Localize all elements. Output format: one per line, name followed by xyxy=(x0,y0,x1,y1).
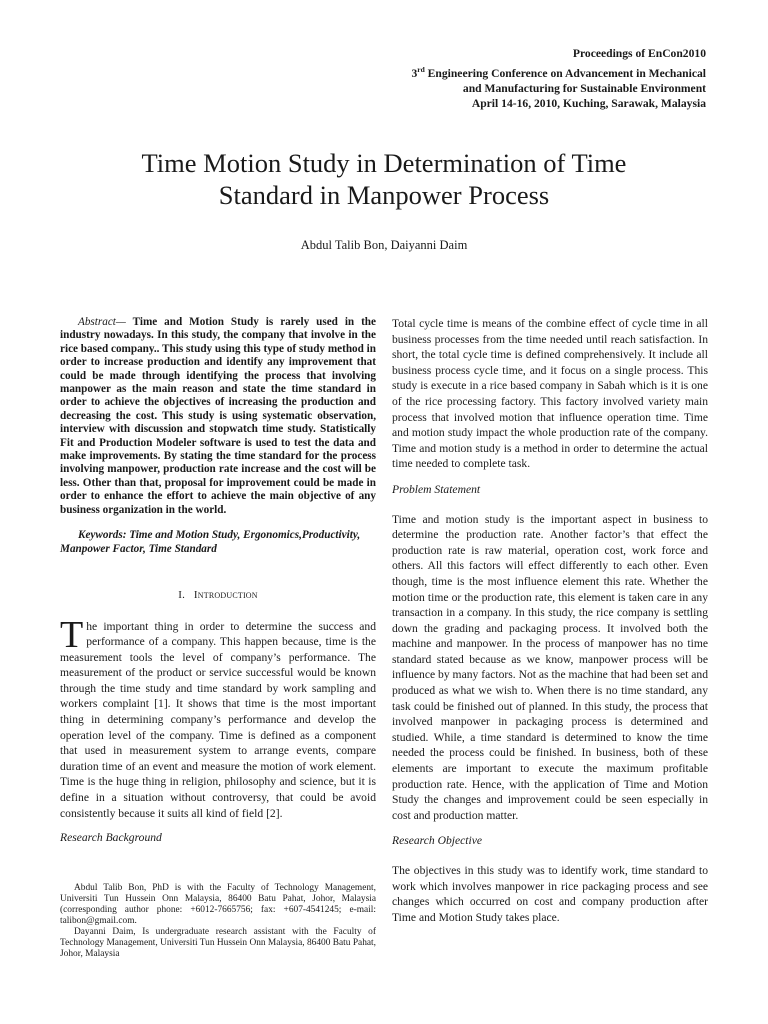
right-column xyxy=(392,316,708,925)
research-background-heading: Research Background xyxy=(60,831,162,845)
drop-cap: T xyxy=(60,613,84,656)
conference-date-location: April 14-16, 2010, Kuching, Sarawak, Malaysia xyxy=(471,97,706,111)
introduction-text: he important thing in order to determine the success and performance of a company. This happen because, time is the measurement tools the level of company’s performance. The measurement of the product or service successful would be known through the time study and time standard by work sampling and workers complaint [1]. It shows that time is the most important thing in determining company’s performance and develop the operation level of the company. Time is defined as a component that used in measurement system to arrange events, compare duration time of an event and measure the motion of work element. Time is the huge thing in religion, philosophy and science, but it is define in a situation without controversy, that could be avoid consistently because it suits all kind of field [2]. xyxy=(60,619,376,820)
abstract-text: Time and Motion Study is rarely used in the industry nowadays. In this study, the company that involve in the rice based company.. This study using this type of study method in order to increase production and identify any improvement that could be made through identifying the process that involving manpower as the main reason and state the time standard in order to achieve the objectives of increasing the production and decreasing the cost. This study is using systematic observation, interview with discussion and stopwatch time study. Statistically Fit and Production Modeler software is used to test the data and make improvements. By stating the time standard for the process involving manpower, production rate increase and the cost will be less. Other than that, proposal for improvement could be made in order to enhance the effort to achieve the main objective of any business organization in the world. xyxy=(60,316,376,516)
conference-ordinal-number: 3 xyxy=(411,66,418,80)
conference-ordinal-suffix: rd xyxy=(417,64,425,74)
problem-statement-heading: Problem Statement xyxy=(392,482,481,496)
paper-title-line-1: Time Motion Study in Determination of Time xyxy=(141,148,627,178)
conference-name-rest: Engineering Conference on Advancement in Mechanical xyxy=(424,66,706,80)
introduction-paragraph xyxy=(60,613,376,822)
conference-name xyxy=(411,62,706,81)
paper-title-line-2: Standard in Manpower Process xyxy=(218,180,550,210)
footnote-first-author: Abdul Talib Bon, PhD is with the Faculty of Technology Management, Universiti Tun Hussein Onn Malaysia, 86400 Batu Pahat, Johor, Malaysia (corresponding author phone: +6012-7665756; fax: +607-4541245; e-mail: talibon@gmail.com. xyxy=(60,883,376,926)
abstract xyxy=(60,316,376,517)
cycle-time-paragraph: Total cycle time is means of the combine effect of cycle time in all business processes from the time needed until reach satisfaction. In short, the total cycle time is defined comprehensively. It include all business process cycle time, and it focus on a single process. This study is execute in a rice based company in Sabah which is it is one of the rice processing factory. This factory involved variety main process that involved motion that influence operation time. Time and motion study impact the whole production rate of the company. Time and motion study is a method in order to determine the actual time needed to complete task. xyxy=(392,317,708,471)
author-footnotes xyxy=(60,883,376,960)
proceedings-title: Proceedings of EnCon2010 xyxy=(572,47,706,60)
section-number: I. xyxy=(178,588,186,601)
section-heading-introduction xyxy=(60,588,376,604)
left-column xyxy=(60,316,376,846)
section-title: Introduction xyxy=(193,588,258,601)
problem-statement-paragraph: Time and motion study is the important aspect in business to determine the production rate. Another factor’s that effect the production rate is raw material, operation cost, work force and others. All this factors will effect differently to each other. Even though, time is the most influence element this rate. Whether the motion time or the production rate, this element is taken care in any transaction in a company. In this study, the rice company is settling down the grading and packaging process. It involved both the machine and manpower. In the process of manpower has no time standard stated because as we know, manpower process will be influence by many factors. Not as the machine that had been set and produced as what we wish to. When there is no time standard, any task could be finished out of planned. In this study, the process that involved manpower in packaging process is determined and studied. While, a time standard is determined to know the time needed the process could be finished. In business, both of these elements are important to execute the maximum profitable production rate. Hence, with the application of Time and Motion Study the changes and improvement could be seen especially in cost and production matter. xyxy=(392,512,708,822)
footnote-second-author: Dayanni Daim, Is undergraduate research assistant with the Faculty of Technology Management, Universiti Tun Hussein Onn Malaysia, 86400 Batu Pahat, Johor, Malaysia xyxy=(60,927,376,959)
keywords: Keywords: Time and Motion Study, Ergonomics,Productivity, Manpower Factor, Time Standard xyxy=(60,529,361,555)
conference-subtitle: and Manufacturing for Sustainable Environment xyxy=(462,81,706,95)
research-objective-paragraph: The objectives in this study was to identify work, time standard to work which involves manpower in rice packaging process and see changes which occurred on cost and company production after Time and Motion Study takes place. xyxy=(392,864,708,924)
paper-authors: Abdul Talib Bon, Daiyanni Daim xyxy=(300,238,468,252)
proceedings-header xyxy=(411,46,706,112)
research-objective-heading: Research Objective xyxy=(392,834,483,848)
paper-title xyxy=(60,147,708,211)
abstract-lead: Abstract— xyxy=(78,316,126,328)
